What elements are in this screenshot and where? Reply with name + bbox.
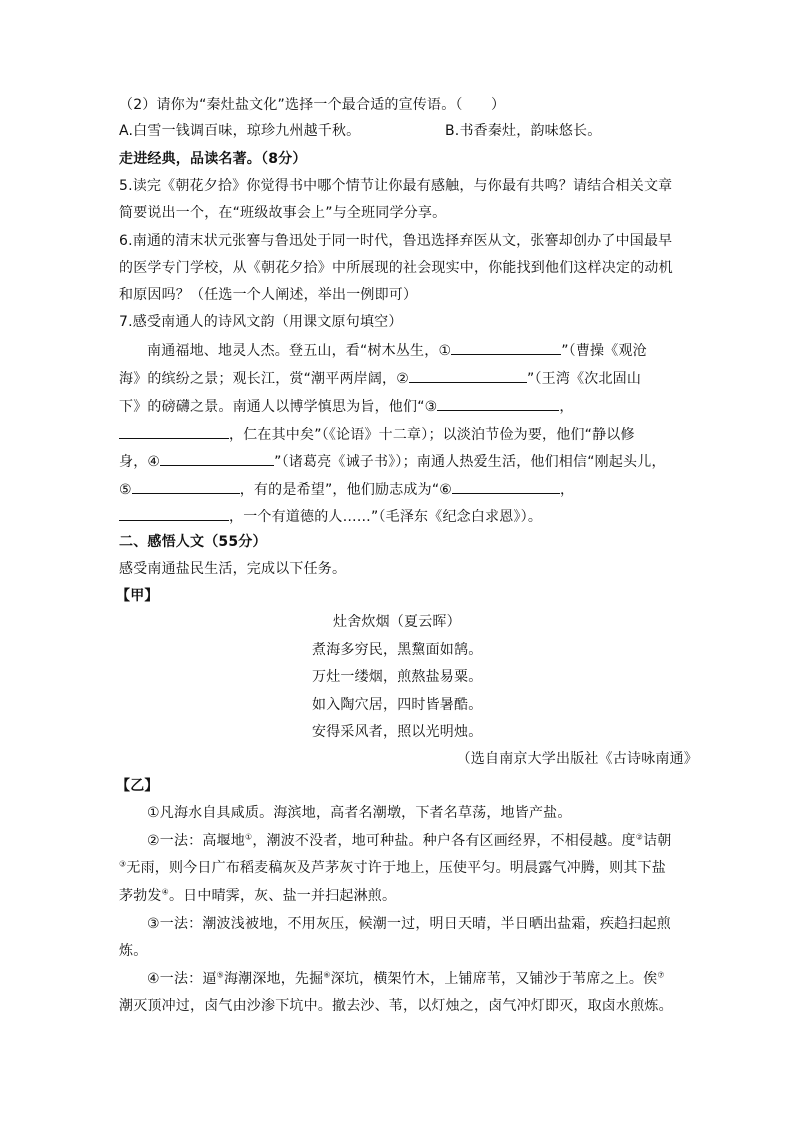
question-7-line-3: 下》的磅礴之景。南通人以博学慎思为旨，他们“③ ， [119, 396, 699, 417]
question-7-line-6: ⑤ ，有的是希望”，他们励志成为“⑥ ， [119, 479, 699, 500]
poem-line-2: 万灶一缕烟，煎熬盐易粟。 [312, 669, 483, 685]
poem-title: 灶舍炊烟（夏云晖） [333, 614, 461, 630]
yi-label: 【乙】 [116, 778, 159, 794]
blank-3b[interactable] [119, 424, 229, 439]
blank-6b[interactable] [119, 506, 229, 521]
question-7-line-1: 南通福地、地灵人杰。登五山，看“树木丛生，① ”（曹操《观沧 [147, 340, 727, 361]
question-7-line-2: 海》的缤纷之景；观长江，赏“潮平两岸阔，② ”（王湾《次北固山 [119, 368, 699, 389]
blank-6a[interactable] [452, 479, 560, 494]
section-two-intro: 感受南通盐民生活，完成以下任务。 [119, 561, 347, 577]
blank-5[interactable] [132, 479, 240, 494]
blank-2[interactable] [409, 368, 527, 383]
question-2-stem: （2）请你为“秦灶盐文化”选择一个最合适的宣传语。（ ） [119, 97, 506, 113]
yi-paragraph-2-line-1: ②一法：高堰地①，潮波不没者，地可种盐。种户各有区画经界，不相侵越。度②诘朝 [147, 832, 672, 849]
question-7-line-5: 身，④ ”（诸葛亮《诫子书》）；南通人热爱生活，他们相信“刚起头儿， [119, 451, 699, 472]
section-two-heading: 二、感悟人文（55分） [119, 534, 267, 550]
question-5-line-2: 简要说出一个，在“班级故事会上”与全班同学分享。 [119, 205, 447, 221]
question-7-line-4: ，仁在其中矣”（《论语》十二章）；以淡泊节俭为要，他们“静以修 [119, 424, 699, 445]
question-7-title: 7.感受南通人的诗风文韵（用课文原句填空） [119, 314, 403, 330]
yi-paragraph-2-line-3: 茅勃发④。日中晴霁，灰、盐一并扫起淋煎。 [119, 887, 397, 904]
question-6-line-2: 的医学专门学校，从《朝花夕拾》中所展现的社会现实中，你能找到他们这样决定的动机 [119, 260, 673, 276]
blank-1[interactable] [451, 340, 561, 355]
question-6-line-3: 和原因吗？（任选一个人阐述，举出一例即可） [119, 287, 418, 303]
blank-4[interactable] [160, 451, 274, 466]
poem-line-1: 煮海多穷民，黑黧面如鹄。 [312, 642, 483, 658]
jia-label: 【甲】 [116, 588, 159, 604]
poem-line-3: 如入陶穴居，四时皆暑酷。 [312, 697, 483, 713]
question-6-line-1: 6.南通的清末状元张謇与鲁迅处于同一时代，鲁迅选择弃医从文，张謇却创办了中国最早 [119, 233, 673, 249]
question-7-line-7: ，一个有道德的人……”（毛泽东《纪念白求恩》）。 [119, 506, 699, 527]
yi-paragraph-2-line-2: ③无雨，则今日广布稻麦稿灰及芦茅灰寸许于地上，压使平匀。明晨露气冲腾，则其下盐 [119, 859, 666, 876]
question-5-line-1: 5.读完《朝花夕拾》你觉得书中哪个情节让你最有感触，与你最有共鸣？请结合相关文章 [119, 178, 673, 194]
yi-paragraph-4-line-2: 潮灭顶冲过，卤气由沙渗下坑中。撤去沙、苇，以灯烛之，卤气冲灯即灭，取卤水煎炼。 [119, 998, 673, 1014]
question-2-options [119, 121, 699, 141]
poem-source: （选自南京大学出版社《古诗咏南通》 [456, 751, 698, 767]
yi-paragraph-3-line-2: 炼。 [119, 943, 148, 959]
yi-paragraph-1: ①凡海水自具咸质。海滨地，高者名潮墩，下者名草荡，地皆产盐。 [147, 805, 572, 821]
option-a: A.白雪一钱调百味，琼珍九州越千秋。 [119, 123, 361, 139]
blank-3a[interactable] [437, 396, 559, 411]
yi-paragraph-4-line-1: ④一法：逼⑤海潮深地，先掘⑥深坑，横架竹木，上铺席苇，又铺沙于苇席之上。俟⑦ [147, 970, 665, 987]
poem-line-4: 安得采风者，照以光明烛。 [312, 724, 483, 740]
yi-paragraph-3-line-1: ③一法：潮波浅被地，不用灰压，候潮一过，明日天晴，半日晒出盐霜，疾趋扫起煎 [147, 916, 671, 932]
option-b: B.书香秦灶，韵味悠长。 [445, 123, 602, 139]
section-classics-heading: 走进经典，品读名著。（8分） [119, 151, 307, 167]
